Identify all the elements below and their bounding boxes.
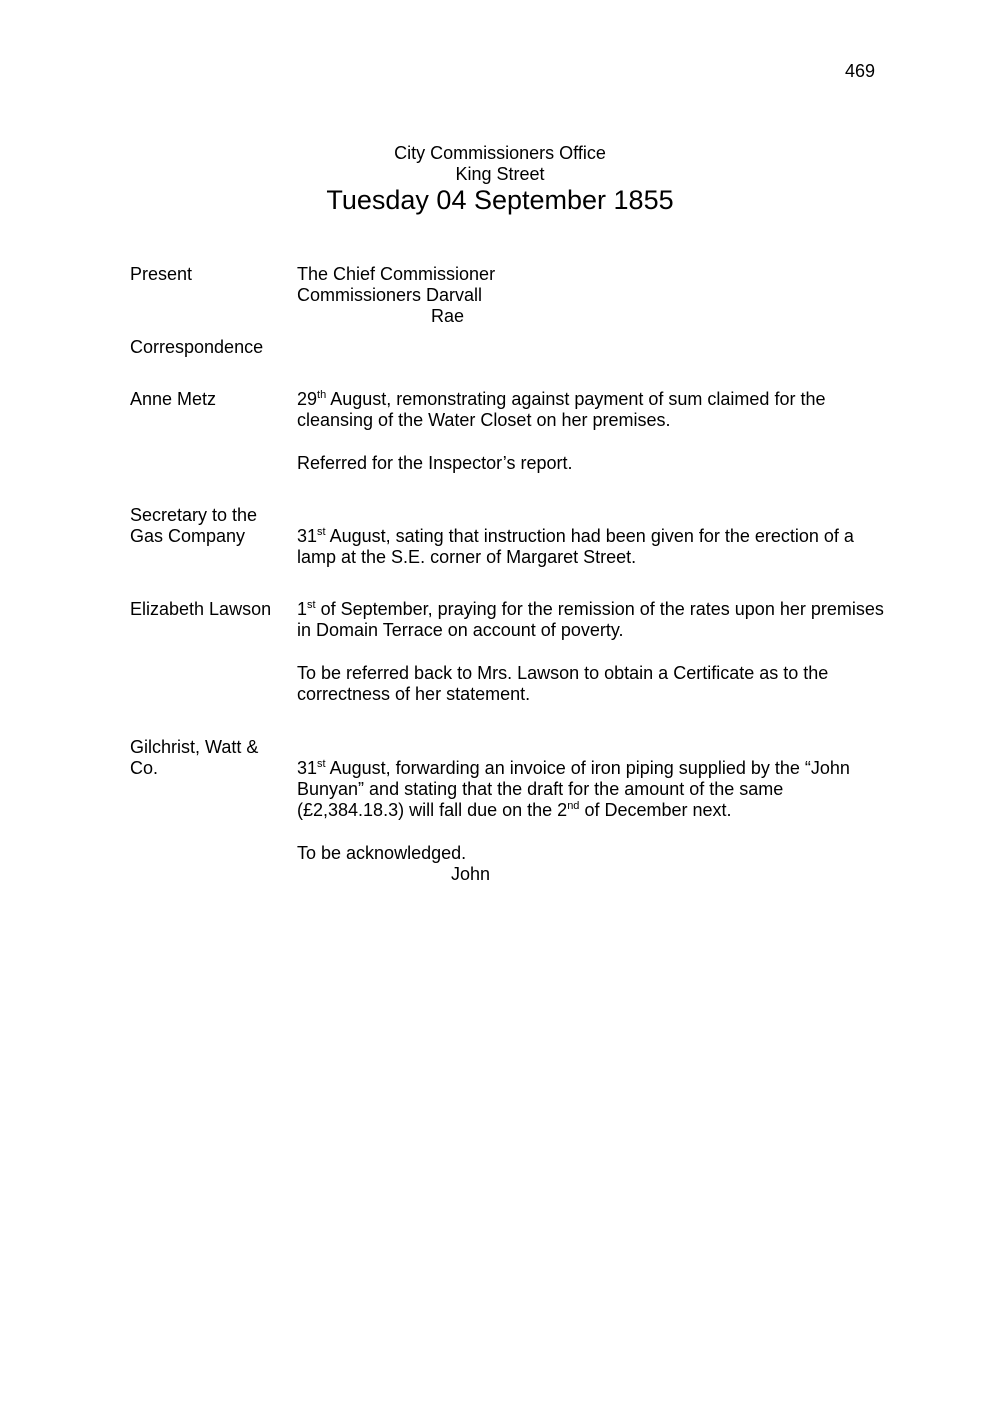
entry-text-line: lamp at the S.E. corner of Margaret Street. xyxy=(297,547,637,567)
entry-text-line: Bunyan” and stating that the draft for the amount of the same xyxy=(297,779,784,799)
entry-label: Elizabeth Lawson xyxy=(130,599,272,619)
entry-action: To be referred back to Mrs. Lawson to obtain a Certificate as to the xyxy=(297,663,829,683)
entry-text-line: 1st of September, praying for the remission of the rates upon her premises xyxy=(297,599,884,619)
entry-action: correctness of her statement. xyxy=(297,684,531,704)
correspondence-label: Correspondence xyxy=(130,337,264,357)
entry-label: Anne Metz xyxy=(130,389,217,409)
present-label: Present xyxy=(130,264,193,284)
entry-text-line: 31st August, sating that instruction had been given for the erection of a xyxy=(297,526,854,546)
present-line: The Chief Commissioner xyxy=(297,264,496,284)
signature: John xyxy=(451,864,491,884)
street-name: King Street xyxy=(455,164,545,184)
office-name: City Commissioners Office xyxy=(394,143,606,163)
meeting-date: Tuesday 04 September 1855 xyxy=(326,185,674,215)
entry-label: Gas Company xyxy=(130,526,246,546)
entry-text-line: cleansing of the Water Closet on her premises. xyxy=(297,410,671,430)
entry-text-line: 29th August, remonstrating against payment of sum claimed for the xyxy=(297,389,826,409)
entry-text-line: in Domain Terrace on account of poverty. xyxy=(297,620,624,640)
entry-text-line: (£2,384.18.3) will fall due on the 2nd of December next. xyxy=(297,800,732,820)
entry-label: Secretary to the xyxy=(130,505,258,525)
entry-action: Referred for the Inspector’s report. xyxy=(297,453,573,473)
entry-text-line: 31st August, forwarding an invoice of iron piping supplied by the “John xyxy=(297,758,850,778)
present-line: Rae xyxy=(431,306,465,326)
entry-action: To be acknowledged. xyxy=(297,843,467,863)
present-line: Commissioners Darvall xyxy=(297,285,483,305)
page-number: 469 xyxy=(845,61,876,81)
entry-label: Co. xyxy=(130,758,159,778)
entry-label: Gilchrist, Watt & xyxy=(130,737,259,757)
